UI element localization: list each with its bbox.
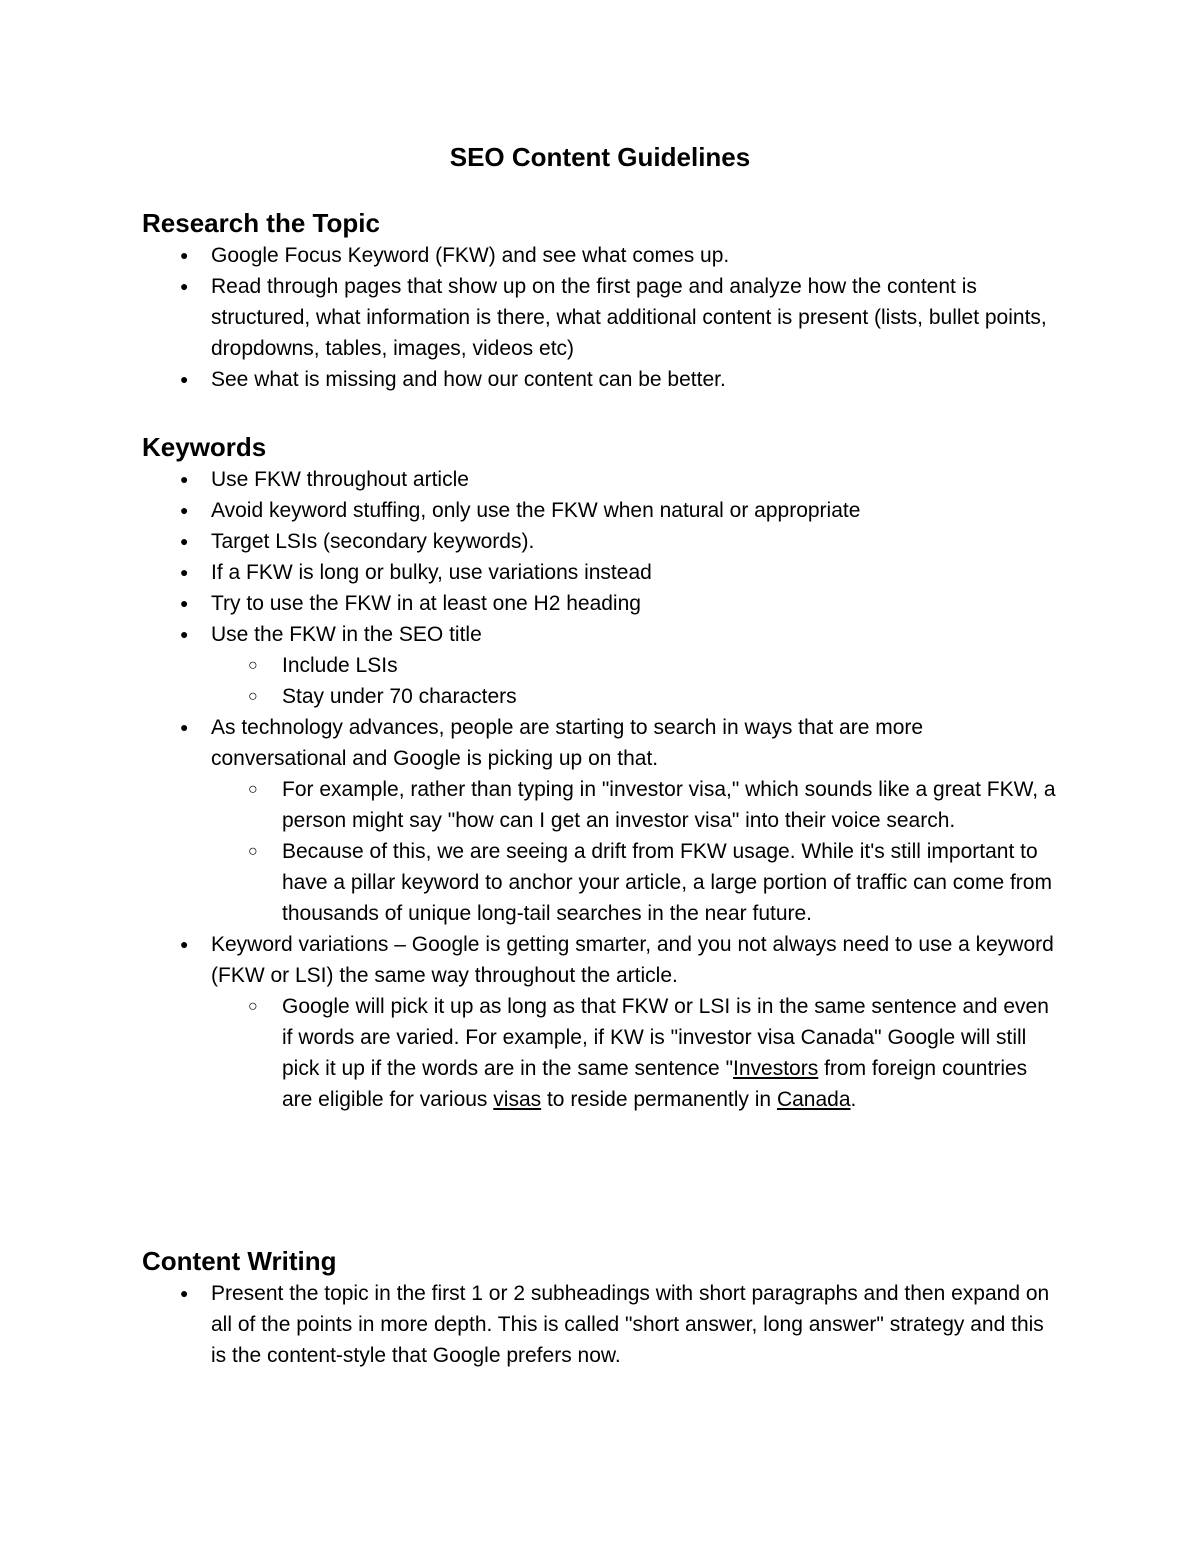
- list-item: [142, 364, 1061, 395]
- section-research: [142, 206, 1082, 395]
- list-item: [142, 495, 1061, 526]
- underlined-word-visas: visas: [493, 1088, 542, 1111]
- list-item-text: Google Focus Keyword (FKW) and see what comes up.: [211, 244, 730, 267]
- underlined-word-investors: Investors: [733, 1057, 819, 1080]
- sub-list-item-text: to reside permanently in: [541, 1088, 777, 1111]
- hollow-circle-bullet-icon: ○: [248, 688, 258, 705]
- sub-list: [248, 650, 1061, 712]
- filled-circle-bullet-icon: ●: [180, 371, 189, 387]
- list-item: [142, 619, 1061, 712]
- sub-list-item-text: Include LSIs: [282, 654, 398, 677]
- list-item: [142, 557, 1061, 588]
- sub-list-item-text: For example, rather than typing in "investor visa," which sounds like a great FKW, a person might say "how can I get an investor visa" into their voice search.: [282, 778, 1056, 832]
- list-item-text: If a FKW is long or bulky, use variations instead: [211, 561, 652, 584]
- section-keywords: [142, 430, 1082, 1115]
- list-item: [142, 712, 1061, 929]
- list-item-text: Use the FKW in the SEO title: [211, 623, 482, 646]
- filled-circle-bullet-icon: ●: [180, 595, 189, 611]
- sub-list: [248, 774, 1061, 929]
- hollow-circle-bullet-icon: ○: [248, 998, 258, 1015]
- list-item-text: Use FKW throughout article: [211, 468, 469, 491]
- filled-circle-bullet-icon: ●: [180, 471, 189, 487]
- sub-list: [248, 991, 1061, 1115]
- filled-circle-bullet-icon: ●: [180, 278, 189, 294]
- filled-circle-bullet-icon: ●: [180, 502, 189, 518]
- document-title: SEO Content Guidelines: [449, 142, 751, 172]
- list-item-text: Read through pages that show up on the first page and analyze how the content is structured, what information is there, what additional content is present (lists, bullet points, dropdowns, tables, images, videos etc): [211, 275, 1047, 360]
- section-content-writing: [142, 1244, 1082, 1371]
- underlined-word-canada: Canada: [776, 1088, 851, 1111]
- sub-list-item-text: Google will pick it up as long as that FKW or LSI is in the same sentence and even if words are varied. For example, if KW is "investor visa Canada" Google will still pick it up if the words are in the same sentence ": [282, 995, 1049, 1080]
- list-item: [142, 588, 1061, 619]
- list-item-text: Present the topic in the first 1 or 2 subheadings with short paragraphs and then expand on all of the points in more depth. This is called "short answer, long answer" strategy and this is the content-style that Google prefers now.: [211, 1282, 1050, 1367]
- sub-list-item: [248, 681, 1062, 712]
- list-item-text: Try to use the FKW in at least one H2 heading: [211, 592, 641, 615]
- hollow-circle-bullet-icon: ○: [248, 843, 258, 860]
- list-item-text: Keyword variations – Google is getting smarter, and you not always need to use a keyword (FKW or LSI) the same way throughout the article.: [211, 933, 1054, 987]
- filled-circle-bullet-icon: ●: [180, 719, 189, 735]
- sub-list-item-text: from foreign countries are eligible for various: [282, 1057, 1028, 1111]
- sub-list-item-text: .: [850, 1088, 857, 1111]
- research-list: [142, 240, 1082, 395]
- keywords-list: [142, 464, 1082, 1115]
- list-item: [142, 526, 1061, 557]
- list-item: [142, 240, 1061, 271]
- list-item: [142, 1278, 1061, 1371]
- list-item: [142, 271, 1061, 364]
- list-item-text: Target LSIs (secondary keywords).: [211, 530, 535, 553]
- section-heading-keywords: Keywords: [142, 432, 267, 462]
- list-item: [142, 464, 1061, 495]
- list-item-text: As technology advances, people are starting to search in ways that are more conversational and Google is picking up on that.: [211, 716, 924, 770]
- filled-circle-bullet-icon: ●: [180, 1285, 189, 1301]
- sub-list-item: [248, 836, 1062, 929]
- list-item: [142, 929, 1061, 1115]
- filled-circle-bullet-icon: ●: [180, 247, 189, 263]
- section-heading-content-writing: Content Writing: [142, 1246, 337, 1276]
- hollow-circle-bullet-icon: ○: [248, 657, 258, 674]
- sub-list-item-text: Because of this, we are seeing a drift from FKW usage. While it's still important to have a pillar keyword to anchor your article, a large portion of traffic can come from thousands of unique long-tail searches in the near future.: [282, 840, 1052, 925]
- filled-circle-bullet-icon: ●: [180, 533, 189, 549]
- filled-circle-bullet-icon: ●: [180, 626, 189, 642]
- content-writing-list: [142, 1278, 1082, 1371]
- section-heading-research: Research the Topic: [142, 208, 380, 238]
- hollow-circle-bullet-icon: ○: [248, 781, 258, 798]
- list-item-text: See what is missing and how our content can be better.: [211, 368, 726, 391]
- filled-circle-bullet-icon: ●: [180, 564, 189, 580]
- sub-list-item: [248, 991, 1062, 1115]
- filled-circle-bullet-icon: ●: [180, 936, 189, 952]
- sub-list-item: [248, 650, 1062, 681]
- sub-list-item: [248, 774, 1062, 836]
- list-item-text: Avoid keyword stuffing, only use the FKW when natural or appropriate: [211, 499, 861, 522]
- sub-list-item-text: Stay under 70 characters: [282, 685, 517, 708]
